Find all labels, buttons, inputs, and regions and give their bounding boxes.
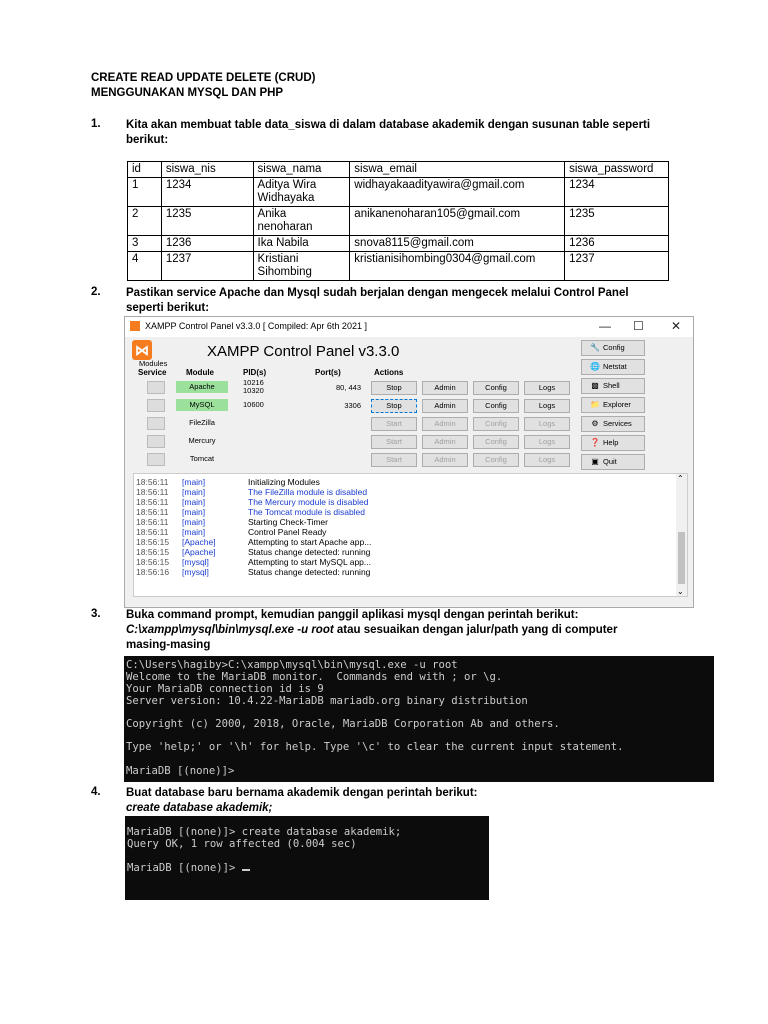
step-2-number: 2. [91,286,101,298]
cell-nama [253,252,350,281]
side-button-label: Quit [603,457,617,466]
cell-nama: Ika Nabila [253,236,350,252]
table-row [128,178,669,207]
pid-value: 10216 [243,378,264,387]
stop-button-apache[interactable]: Stop [371,381,417,395]
log-module: [main] [182,517,206,527]
step-2-line-1: Pastikan service Apache dan Mysql sudah berjalan dengan mengecek melalui Control Panel [126,287,629,299]
cell-email: anikanenoharan105@gmail.com [350,207,565,236]
admin-button-mercury[interactable]: Admin [422,435,468,449]
header-siswa-nis: siswa_nis [161,162,253,178]
table-row [128,236,669,252]
cell-nama [253,207,350,236]
log-line [136,557,371,567]
close-icon[interactable]: ✕ [671,319,682,333]
log-message: Initializing Modules [248,477,320,487]
terminal-line: Welcome to the MariaDB monitor. Commands end with ; or \g. [126,671,503,683]
quit-icon: ▣ [591,457,599,466]
port-mysql: 3306 [344,401,361,410]
step-3-number: 3. [91,608,101,620]
admin-button-filezilla[interactable]: Admin [422,417,468,431]
step-4-text [126,786,686,816]
module-filezilla: FileZilla [189,418,215,427]
log-time: 18:56:15 [136,537,170,547]
log-scrollbar[interactable] [676,474,687,596]
cell-password: 1234 [565,178,669,207]
cell-email: kristianisihombing0304@gmail.com [350,252,565,281]
folder-icon: 📁 [590,400,600,409]
cell-password: 1236 [565,236,669,252]
table-row [128,252,669,281]
header-siswa-nama: siswa_nama [253,162,350,178]
module-mercury: Mercury [188,436,216,445]
terminal-prompt: MariaDB [(none)]> [127,862,242,874]
terminal-prompt-line[interactable] [127,862,250,874]
terminal-line: MariaDB [(none)]> [126,765,235,777]
xampp-heading: XAMPP Control Panel v3.3.0 [207,343,400,360]
log-message: Attempting to start Apache app... [248,537,372,547]
service-checkbox-filezilla[interactable] [147,417,165,430]
nama-line-2: Sihombing [257,266,312,278]
module-mysql: MySQL [176,399,228,411]
terminal-line: Query OK, 1 row affected (0.004 sec) [127,838,357,850]
config-button-mysql[interactable]: Config [473,399,519,413]
wrench-icon: 🔧 [590,343,600,352]
title-line-1: CREATE READ UPDATE DELETE (CRUD) [91,72,316,84]
side-button-label: Help [603,438,619,447]
nama-line-2: Widhayaka [257,192,315,204]
admin-button-mysql[interactable]: Admin [422,399,468,413]
cell-nis: 1234 [161,178,253,207]
side-quit-button[interactable] [581,454,645,470]
col-port: Port(s) [315,368,341,377]
log-module: [main] [182,497,206,507]
log-line [136,497,368,507]
table-row [128,207,669,236]
log-module: [main] [182,477,206,487]
cell-id: 2 [128,207,162,236]
log-message: Status change detected: running [248,567,371,577]
step-4-line-1: Buat database baru bernama akademik dengan perintah berikut: [126,787,478,799]
start-button-tomcat[interactable]: Start [371,453,417,467]
step-4-number: 4. [91,786,101,798]
step-3-line-1: Buka command prompt, kemudian panggil aplikasi mysql dengan perintah berikut: [126,609,579,621]
header-siswa-email: siswa_email [350,162,565,178]
xampp-small-logo-icon [130,321,140,331]
col-module: Module [186,368,214,377]
module-tomcat: Tomcat [189,454,215,463]
terminal-cursor [242,869,250,871]
terminal-line: Type 'help;' or '\h' for help. Type '\c' to clear the current input statement. [126,741,624,753]
config-button-mercury[interactable]: Config [473,435,519,449]
log-line [136,567,370,577]
step-3-text [126,608,696,653]
globe-icon: 🌐 [590,362,600,371]
step-2-line-2: seperti berikut: [126,302,210,314]
log-message: Starting Check-Timer [248,517,328,527]
logs-button-apache[interactable]: Logs [524,381,570,395]
side-services-button[interactable] [581,416,645,432]
minimize-icon[interactable]: — [599,319,611,333]
side-button-label: Shell [603,381,620,390]
log-message: Attempting to start MySQL app... [248,557,371,567]
side-explorer-button[interactable] [581,397,645,413]
log-module: [Apache] [182,537,216,547]
terminal-line: MariaDB [(none)]> create database akademik; [127,826,402,838]
terminal-line: C:\Users\hagiby>C:\xampp\mysql\bin\mysql.exe -u root [126,659,458,671]
cell-nis: 1237 [161,252,253,281]
config-button-filezilla[interactable]: Config [473,417,519,431]
cell-id: 4 [128,252,162,281]
cell-id: 3 [128,236,162,252]
log-line [136,537,371,547]
side-button-label: Explorer [603,400,631,409]
cell-nis: 1236 [161,236,253,252]
log-line [136,507,365,517]
terminal-window-2 [125,816,489,900]
col-service: Service [138,368,167,377]
header-siswa-password: siswa_password [565,162,669,178]
step-3-rest: atau sesuaikan dengan jalur/path yang di computer [333,624,618,636]
log-message: Control Panel Ready [248,527,327,537]
service-checkbox-mysql[interactable] [147,399,165,412]
nama-line-1: Kristiani [257,253,299,265]
scroll-up-icon[interactable]: ⌃ [677,474,684,483]
scroll-thumb[interactable] [678,532,685,584]
log-line [136,527,326,537]
side-config-button[interactable] [581,340,645,356]
nama-line-1: Aditya Wira [257,179,317,191]
log-line [136,517,328,527]
config-button-apache[interactable]: Config [473,381,519,395]
config-button-tomcat[interactable]: Config [473,453,519,467]
xampp-logo-icon: ⋈ [132,340,152,360]
step-1-line-1: Kita akan membuat table data_siswa di dalam database akademik dengan susunan table seperti [126,119,651,131]
log-time: 18:56:11 [136,507,169,517]
log-module: [mysql] [182,567,209,577]
log-module: [Apache] [182,547,216,557]
port-apache: 80, 443 [335,383,361,392]
step-1-text [126,118,686,148]
nama-line-2: nenoharan [257,221,313,233]
cell-email: widhayakaadityawira@gmail.com [350,178,565,207]
start-button-filezilla[interactable]: Start [371,417,417,431]
col-actions: Actions [374,368,404,377]
step-2-text [126,286,686,316]
pid-value: 10320 [243,386,264,395]
terminal-line: Server version: 10.4.22-MariaDB mariadb.org binary distribution [126,695,528,707]
log-time: 18:56:15 [136,557,170,567]
col-modules: Modules [139,359,168,368]
module-apache: Apache [176,381,228,393]
log-time: 18:56:15 [136,547,170,557]
log-message: Status change detected: running [248,547,371,557]
help-icon: ❓ [590,438,600,447]
document-title [91,71,315,101]
terminal-line: Your MariaDB connection id is 9 [126,683,324,695]
side-button-label: Services [603,419,632,428]
step-1-number: 1. [91,118,101,130]
log-time: 18:56:11 [136,497,169,507]
log-module: [main] [182,527,206,537]
log-module: [mysql] [182,557,209,567]
cell-id: 1 [128,178,162,207]
step-1-line-2: berikut: [126,134,169,146]
side-button-label: Netstat [603,362,627,371]
log-time: 18:56:11 [136,487,169,497]
log-panel[interactable] [133,473,688,597]
log-line [136,487,367,497]
logs-button-filezilla[interactable]: Logs [524,417,570,431]
terminal-icon: ▩ [591,381,599,390]
log-time: 18:56:11 [136,527,169,537]
step-3-line-2 [126,623,696,638]
xampp-titlebar[interactable] [125,317,693,337]
cell-password: 1235 [565,207,669,236]
title-line-2: MENGGUNAKAN MYSQL DAN PHP [91,87,284,99]
header-id: id [128,162,162,178]
step-3-command: C:\xampp\mysql\bin\mysql.exe -u root [126,624,334,636]
step-4-command [126,801,686,816]
admin-button-tomcat[interactable]: Admin [422,453,468,467]
table-header-row [128,162,669,178]
xampp-control-panel-window [124,316,694,608]
step-3-line-3: masing-masing [126,639,211,651]
pid-mysql: 10600 [243,400,264,409]
side-button-label: Config [603,343,625,352]
logs-button-mercury[interactable]: Logs [524,435,570,449]
xampp-window-title: XAMPP Control Panel v3.3.0 [ Compiled: Apr 6th 2021 ] [145,321,367,331]
side-netstat-button[interactable] [581,359,645,375]
cell-nama [253,178,350,207]
maximize-icon[interactable]: ☐ [633,319,644,333]
cell-password: 1237 [565,252,669,281]
nama-line-1: Anika [257,208,287,220]
side-shell-button[interactable] [581,378,645,394]
start-button-mercury[interactable]: Start [371,435,417,449]
log-line [136,477,320,487]
cell-email: snova8115@gmail.com [350,236,565,252]
siswa-table [127,161,669,281]
logs-button-mysql[interactable]: Logs [524,399,570,413]
services-icon: ⚙ [591,419,599,428]
terminal-window-1 [124,656,714,782]
log-message: The Tomcat module is disabled [248,507,366,517]
admin-button-apache[interactable]: Admin [422,381,468,395]
col-pid: PID(s) [243,368,267,377]
side-help-button[interactable] [581,435,645,451]
service-checkbox-tomcat[interactable] [147,453,165,466]
log-message: The Mercury module is disabled [248,497,369,507]
log-line [136,547,370,557]
stop-button-mysql[interactable]: Stop [371,399,417,413]
log-module: [main] [182,507,206,517]
log-module: [main] [182,487,206,497]
pid-apache [243,379,264,395]
logs-button-tomcat[interactable]: Logs [524,453,570,467]
log-time: 18:56:16 [136,567,170,577]
step-4-command-text: create database akademik; [126,802,273,814]
terminal-line: Copyright (c) 2000, 2018, Oracle, MariaDB Corporation Ab and others. [126,718,560,730]
service-checkbox-apache[interactable] [147,381,165,394]
service-checkbox-mercury[interactable] [147,435,165,448]
scroll-down-icon[interactable]: ⌄ [677,587,684,596]
log-time: 18:56:11 [136,517,169,527]
cell-nis: 1235 [161,207,253,236]
log-message: The FileZilla module is disabled [248,487,368,497]
log-time: 18:56:11 [136,477,169,487]
